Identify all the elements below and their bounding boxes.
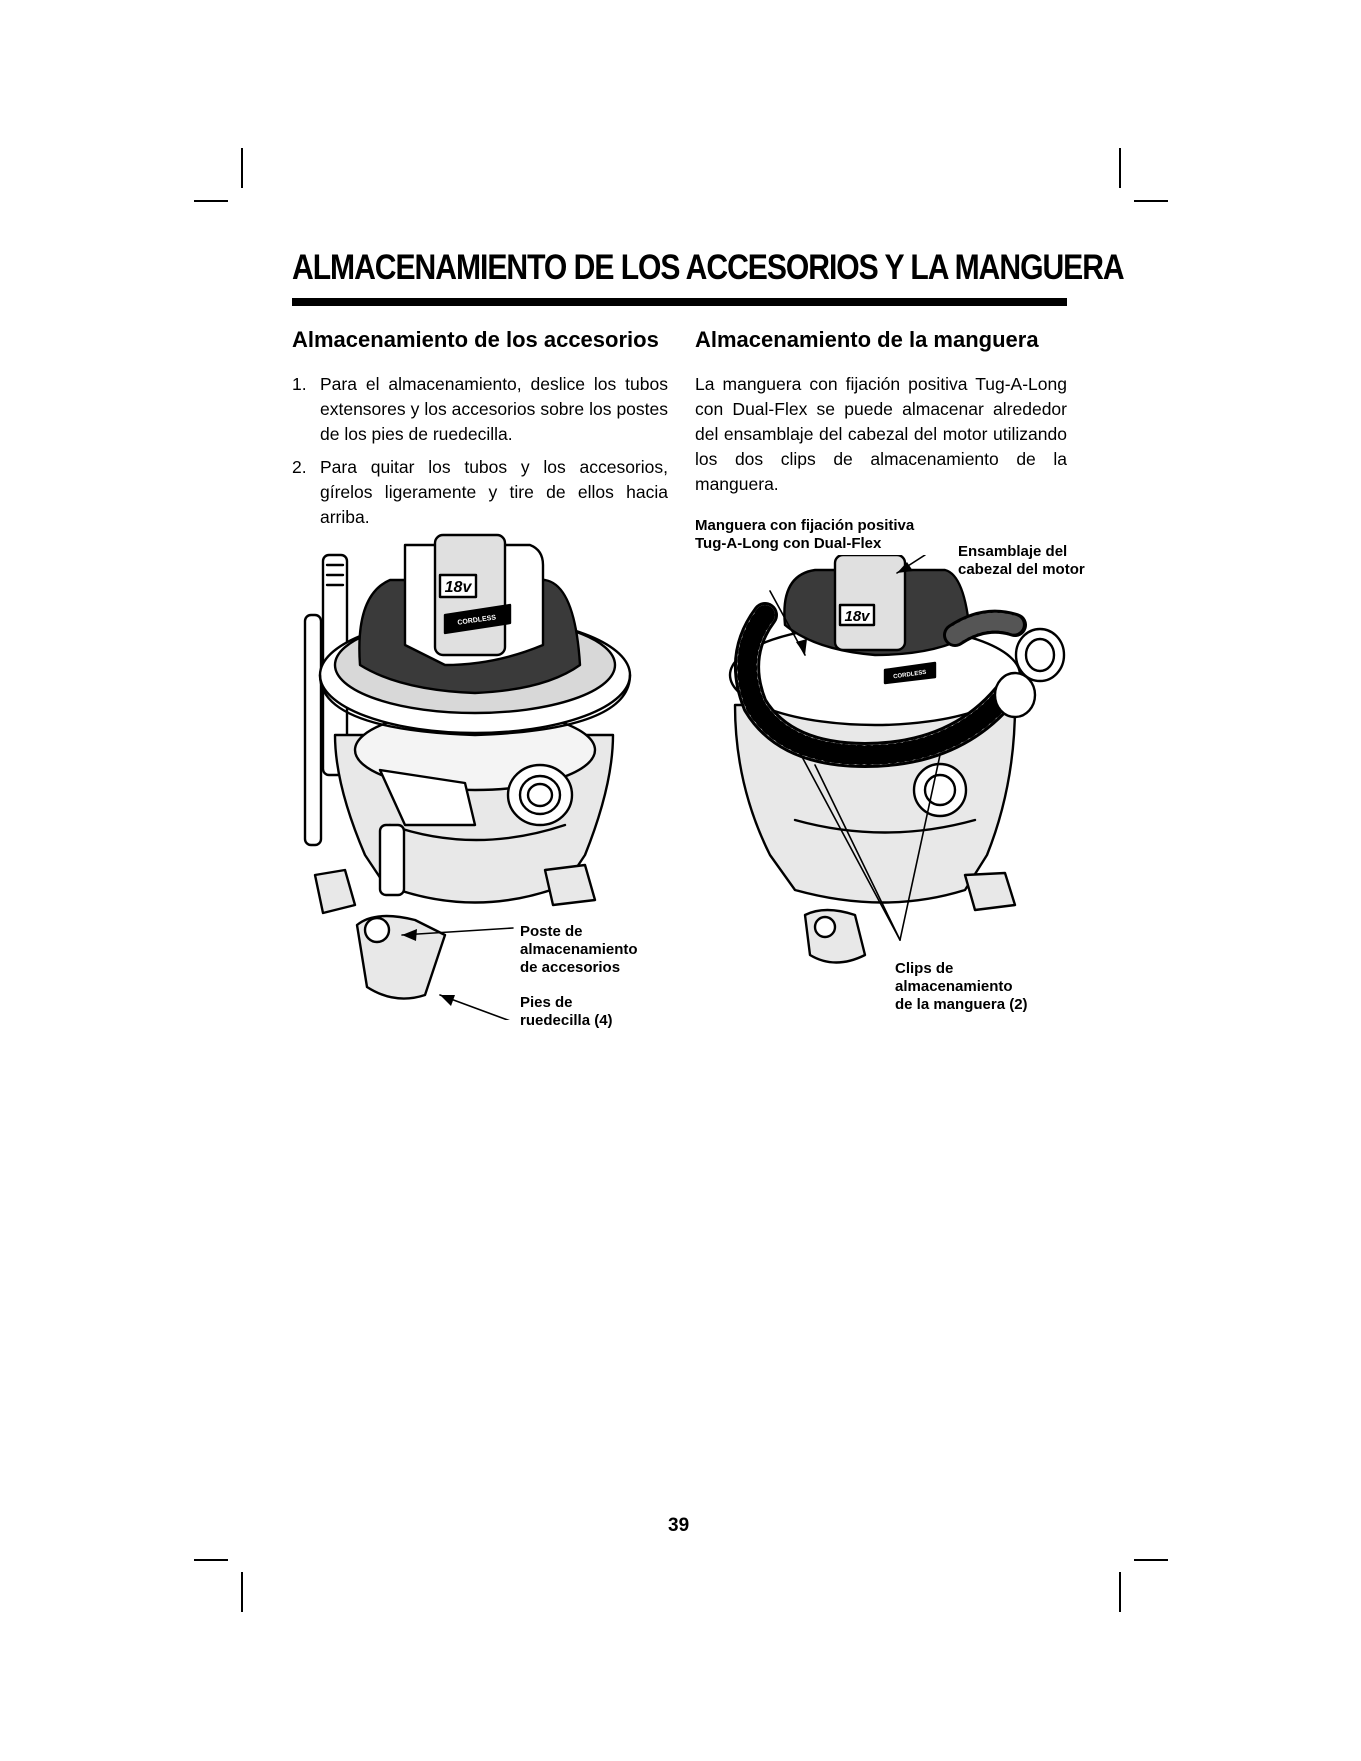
cordless-badge-label: CORDLESS bbox=[892, 669, 927, 681]
step-item bbox=[292, 455, 668, 530]
accessory-tube-front bbox=[380, 825, 404, 895]
page-title: ALMACENAMIENTO DE LOS ACCESORIOS Y LA MANGUERA bbox=[292, 248, 1124, 287]
hose-storage-paragraph: La manguera con fijación positiva Tug-A-Long con Dual-Flex se puede almacenar alrededor del ensamblaje del cabezal del motor utilizando los dos clips de almacenamiento de la manguera. bbox=[695, 374, 1067, 494]
page-number: 39 bbox=[668, 1515, 690, 1536]
hose-port bbox=[508, 765, 572, 825]
motor-head bbox=[359, 535, 580, 693]
cordless-badge-label: CORDLESS bbox=[457, 614, 497, 627]
hose-storage-illustration bbox=[725, 555, 1095, 980]
crop-mark-top-right-h bbox=[1134, 200, 1168, 202]
battery-voltage-label: 18v bbox=[844, 608, 870, 625]
caster-foot-front bbox=[805, 910, 865, 963]
step-text: Para quitar los tubos y los accesorios, gírelos ligeramente y tire de ellos hacia arriba. bbox=[320, 457, 668, 527]
caster-foot-front bbox=[357, 916, 445, 999]
caster-foot-left bbox=[315, 870, 355, 913]
crop-mark-bottom-right-v bbox=[1119, 1572, 1121, 1612]
motor-head-callout: Ensamblaje del cabezal del motor bbox=[958, 543, 1085, 578]
accessory-storage-steps bbox=[292, 372, 668, 538]
crop-mark-bottom-left-v bbox=[241, 1572, 243, 1612]
hose-clips-callout: Clips de almacenamiento de la manguera (2) bbox=[895, 960, 1028, 1013]
step-text: Para el almacenamiento, deslice los tubos extensores y los accesorios sobre los postes de los pies de ruedecilla. bbox=[320, 374, 668, 444]
accessory-storage-heading: Almacenamiento de los accesorios bbox=[292, 327, 659, 352]
caster-foot-right bbox=[965, 873, 1015, 910]
crop-mark-top-right-v bbox=[1119, 148, 1121, 188]
crop-mark-bottom-right-h bbox=[1134, 1559, 1168, 1561]
crop-mark-bottom-left-h bbox=[194, 1559, 228, 1561]
caster-foot-right bbox=[545, 865, 595, 905]
battery-voltage-label: 18v bbox=[444, 579, 472, 596]
step-item bbox=[292, 372, 668, 447]
caster-feet-callout: Pies de ruedecilla (4) bbox=[520, 994, 613, 1029]
hose-callout: Manguera con fijación positiva Tug-A-Long con Dual-Flex bbox=[695, 517, 915, 552]
title-rule bbox=[292, 298, 1067, 306]
hose-port bbox=[914, 764, 966, 816]
hose-storage-heading: Almacenamiento de la manguera bbox=[695, 327, 1039, 352]
crop-mark-top-left-h bbox=[194, 200, 228, 202]
accessory-post-callout: Poste de almacenamiento de accesorios bbox=[520, 923, 638, 976]
step-number: 1. bbox=[292, 374, 307, 394]
crop-mark-top-left-v bbox=[241, 148, 243, 188]
step-number: 2. bbox=[292, 457, 307, 477]
